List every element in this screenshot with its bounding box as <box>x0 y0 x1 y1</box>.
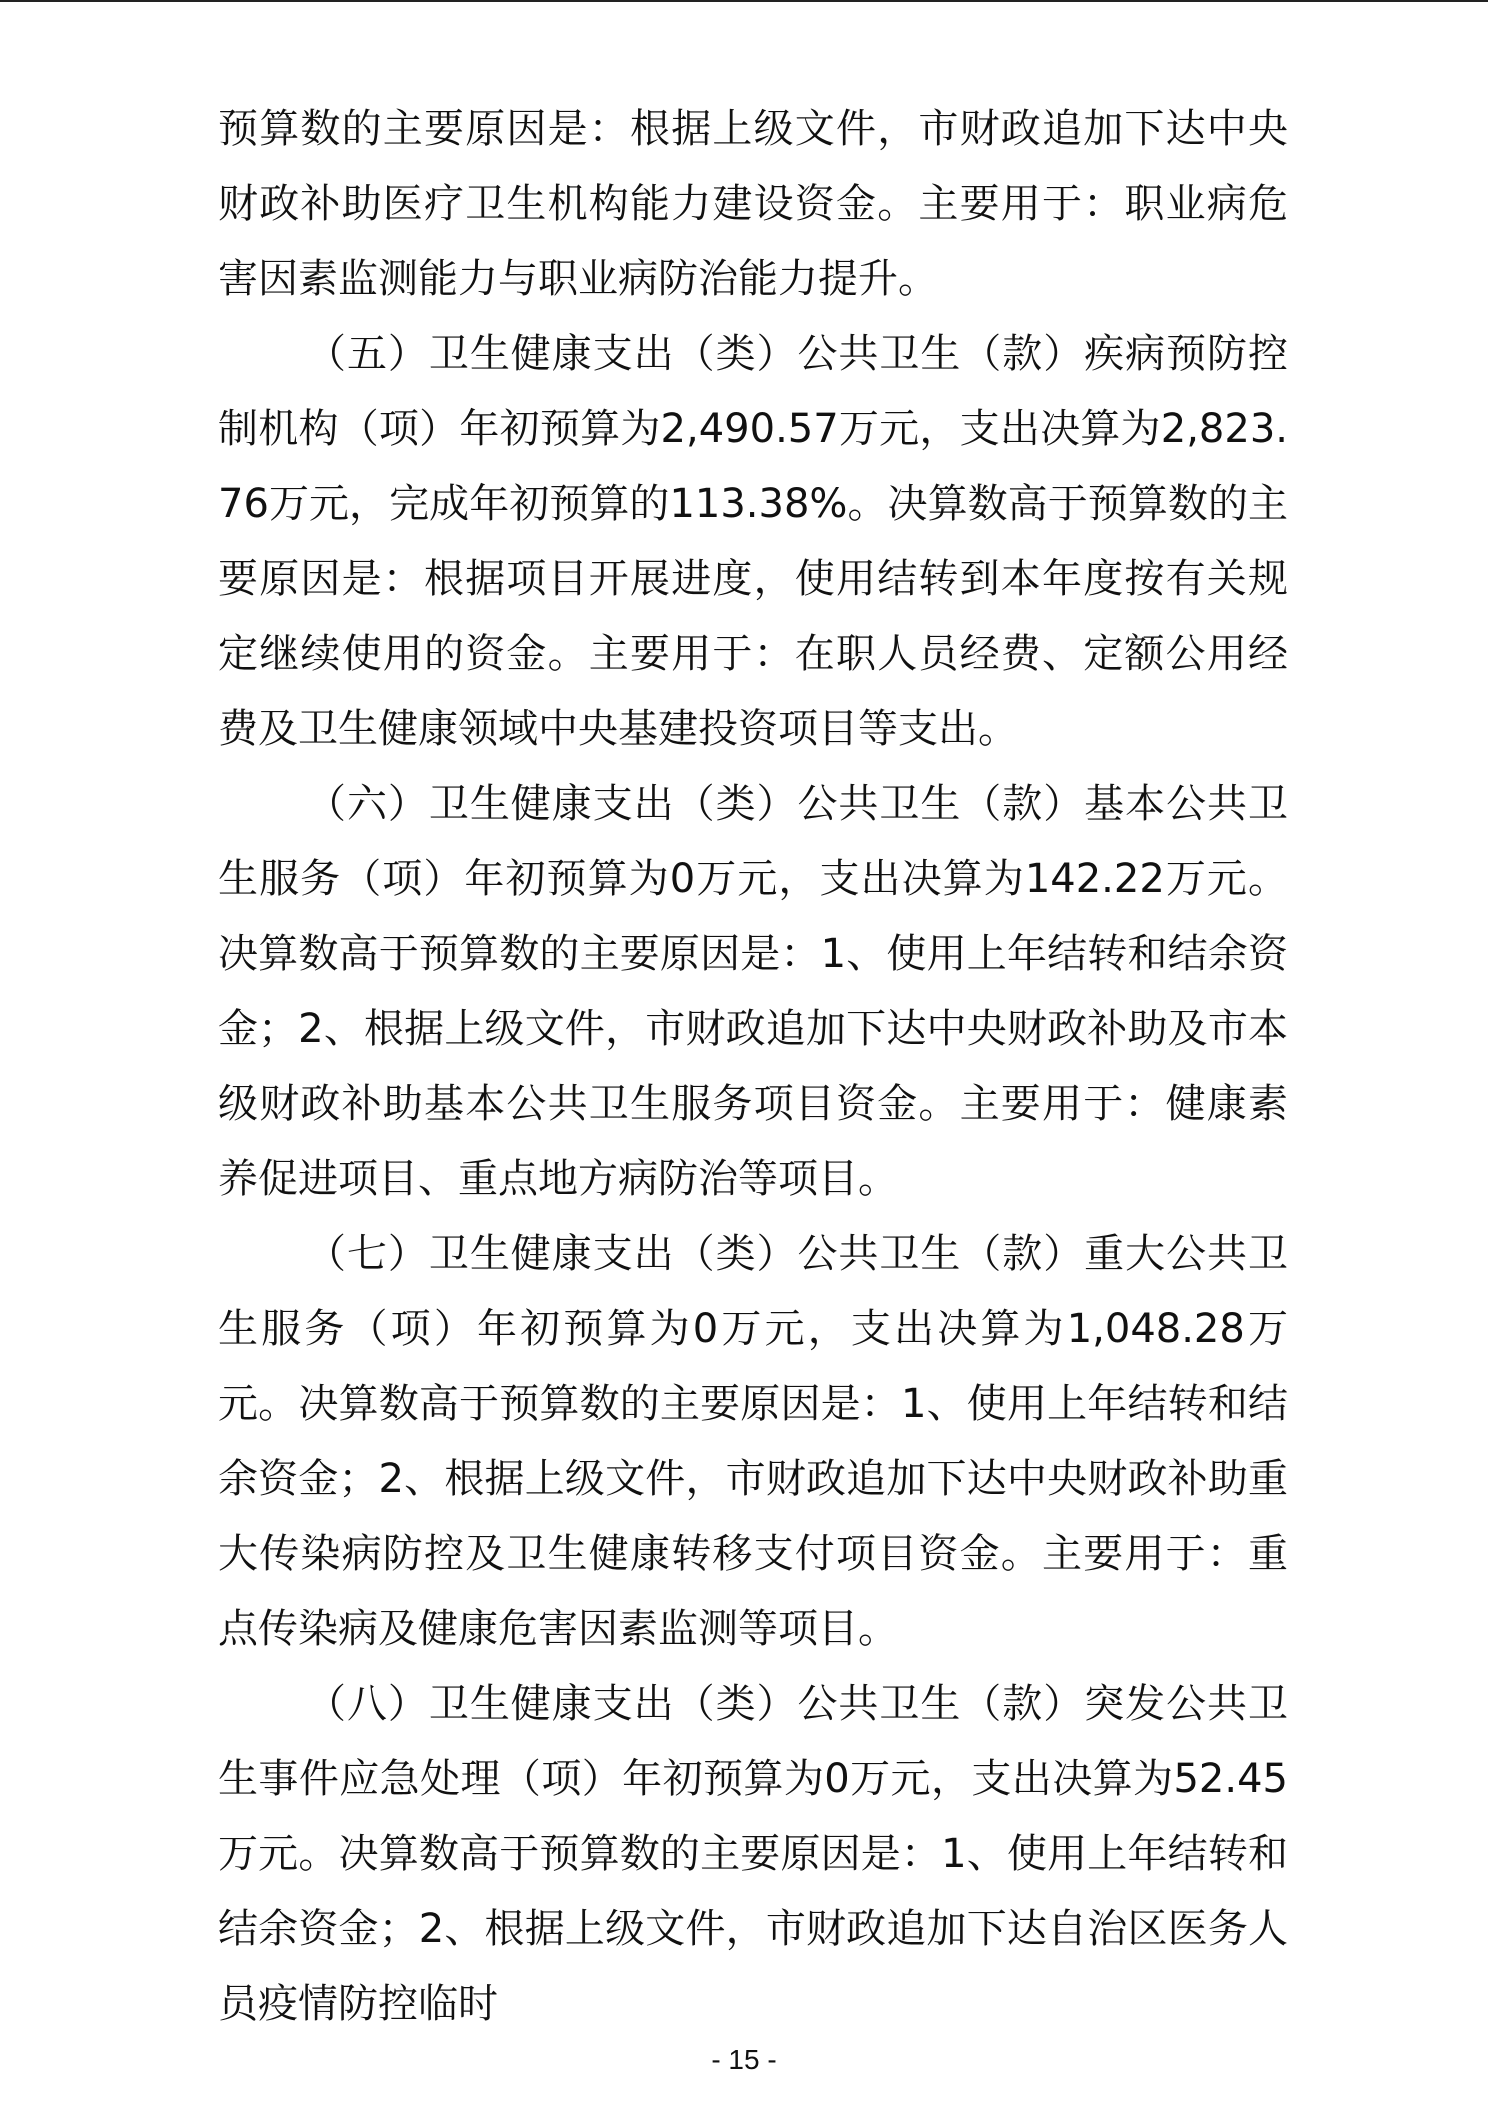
paragraph-section-6: （六）卫生健康支出（类）公共卫生（款）基本公共卫生服务（项）年初预算为0万元，支出决算为142.22万元。决算数高于预算数的主要原因是：1、使用上年结转和结余资金；2、根据上级文件，市财政追加下达中央财政补助及市本级财政补助基本公共卫生服务项目资金。主要用于：健康素养促进项目、重点地方病防治等项目。 <box>218 781 1288 1202</box>
paragraph-continued: 预算数的主要原因是：根据上级文件，市财政追加下达中央财政补助医疗卫生机构能力建设资金。主要用于：职业病危害因素监测能力与职业病防治能力提升。 <box>218 106 1288 302</box>
page-number: - 15 - <box>711 2044 777 2075</box>
paragraph-section-7: （七）卫生健康支出（类）公共卫生（款）重大公共卫生服务（项）年初预算为0万元，支出决算为1,048.28万元。决算数高于预算数的主要原因是：1、使用上年结转和结余资金；2、根据上级文件，市财政追加下达中央财政补助重大传染病防控及卫生健康转移支付项目资金。主要用于：重点传染病及健康危害因素监测等项目。 <box>218 1231 1288 1652</box>
paragraph-section-8: （八）卫生健康支出（类）公共卫生（款）突发公共卫生事件应急处理（项）年初预算为0万元，支出决算为52.45万元。决算数高于预算数的主要原因是：1、使用上年结转和结余资金；2、根据上级文件，市财政追加下达自治区医务人员疫情防控临时 <box>218 1681 1288 2027</box>
document-body <box>218 92 1288 2042</box>
top-border-line <box>0 0 1488 2</box>
paragraph-section-5: （五）卫生健康支出（类）公共卫生（款）疾病预防控制机构（项）年初预算为2,490.57万元，支出决算为2,823.76万元，完成年初预算的113.38%。决算数高于预算数的主要原因是：根据项目开展进度，使用结转到本年度按有关规定继续使用的资金。主要用于：在职人员经费、定额公用经费及卫生健康领域中央基建投资项目等支出。 <box>218 331 1288 752</box>
